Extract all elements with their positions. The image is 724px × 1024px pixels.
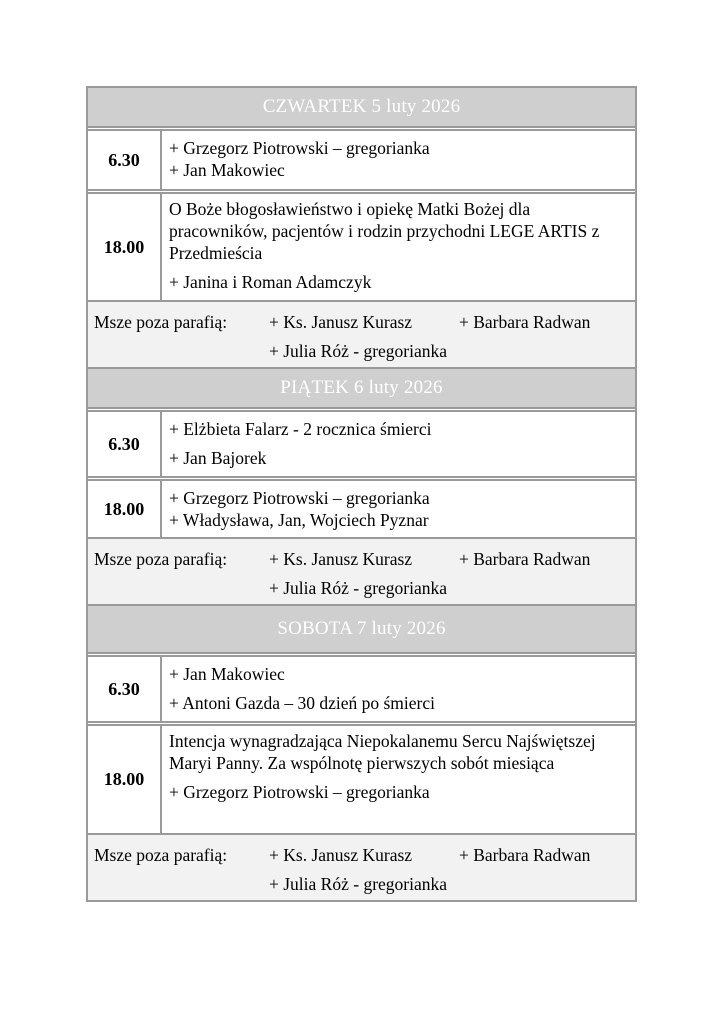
intention: + Elżbieta Falarz - 2 rocznica śmierci: [169, 419, 432, 439]
outside-parish-masses: [88, 835, 635, 900]
outside-intention: + Ks. Janusz Kurasz: [269, 549, 413, 569]
mass-row: [88, 657, 635, 723]
mass-schedule-table: [86, 86, 637, 902]
mass-time: 18.00: [88, 726, 162, 833]
outside-intention: + Ks. Janusz Kurasz: [269, 845, 413, 865]
outside-parish-masses: [88, 302, 635, 369]
intention: + Jan Bajorek: [169, 448, 267, 468]
mass-row: [88, 131, 635, 191]
intention: + Janina i Roman Adamczyk: [169, 272, 372, 292]
outside-intention: + Julia Róż - gregorianka: [269, 341, 448, 361]
mass-intentions: [162, 131, 635, 189]
outside-label: Msze poza parafią:: [94, 549, 228, 569]
mass-row: [88, 726, 635, 835]
intention: + Grzegorz Piotrowski – gregorianka: [169, 488, 430, 508]
mass-time: 6.30: [88, 131, 162, 189]
intention: Intencja wynagradzająca Niepokalanemu Sercu Najświętszej Maryi Panny. Za wspólnotę pierwszych sobót miesiąca: [169, 731, 596, 773]
mass-time: 18.00: [88, 194, 162, 300]
outside-intention: + Julia Róż - gregorianka: [269, 874, 448, 894]
mass-intentions: [162, 481, 635, 537]
intention: + Jan Makowiec: [169, 160, 285, 180]
intention: + Antoni Gazda – 30 dzień po śmierci: [169, 693, 435, 713]
mass-time: 18.00: [88, 481, 162, 537]
outside-label: Msze poza parafią:: [94, 312, 228, 332]
day-header: SOBOTA 7 luty 2026: [88, 606, 635, 654]
intention: O Boże błogosławieństwo i opiekę Matki Bożej dla pracowników, pacjentów i rodzin przychodni LEGE ARTIS z Przedmieścia: [169, 199, 600, 263]
mass-intentions: [162, 726, 635, 833]
mass-intentions: [162, 657, 635, 721]
outside-parish-masses: [88, 539, 635, 606]
outside-intention: + Barbara Radwan: [459, 845, 591, 865]
outside-intention: + Barbara Radwan: [459, 549, 591, 569]
day-header: PIĄTEK 6 luty 2026: [88, 369, 635, 409]
outside-intention: + Barbara Radwan: [459, 312, 591, 332]
mass-time: 6.30: [88, 657, 162, 721]
mass-row: [88, 194, 635, 302]
mass-time: 6.30: [88, 412, 162, 476]
intention: + Grzegorz Piotrowski – gregorianka: [169, 782, 430, 802]
outside-label: Msze poza parafią:: [94, 845, 228, 865]
day-header: CZWARTEK 5 luty 2026: [88, 88, 635, 128]
mass-intentions: [162, 412, 635, 476]
outside-intention: + Ks. Janusz Kurasz: [269, 312, 413, 332]
intention: + Władysława, Jan, Wojciech Pyznar: [169, 510, 429, 530]
intention: + Jan Makowiec: [169, 664, 285, 684]
outside-intention: + Julia Róż - gregorianka: [269, 578, 448, 598]
mass-intentions: [162, 194, 635, 300]
mass-row: [88, 412, 635, 478]
mass-row: [88, 481, 635, 539]
intention: + Grzegorz Piotrowski – gregorianka: [169, 138, 430, 158]
